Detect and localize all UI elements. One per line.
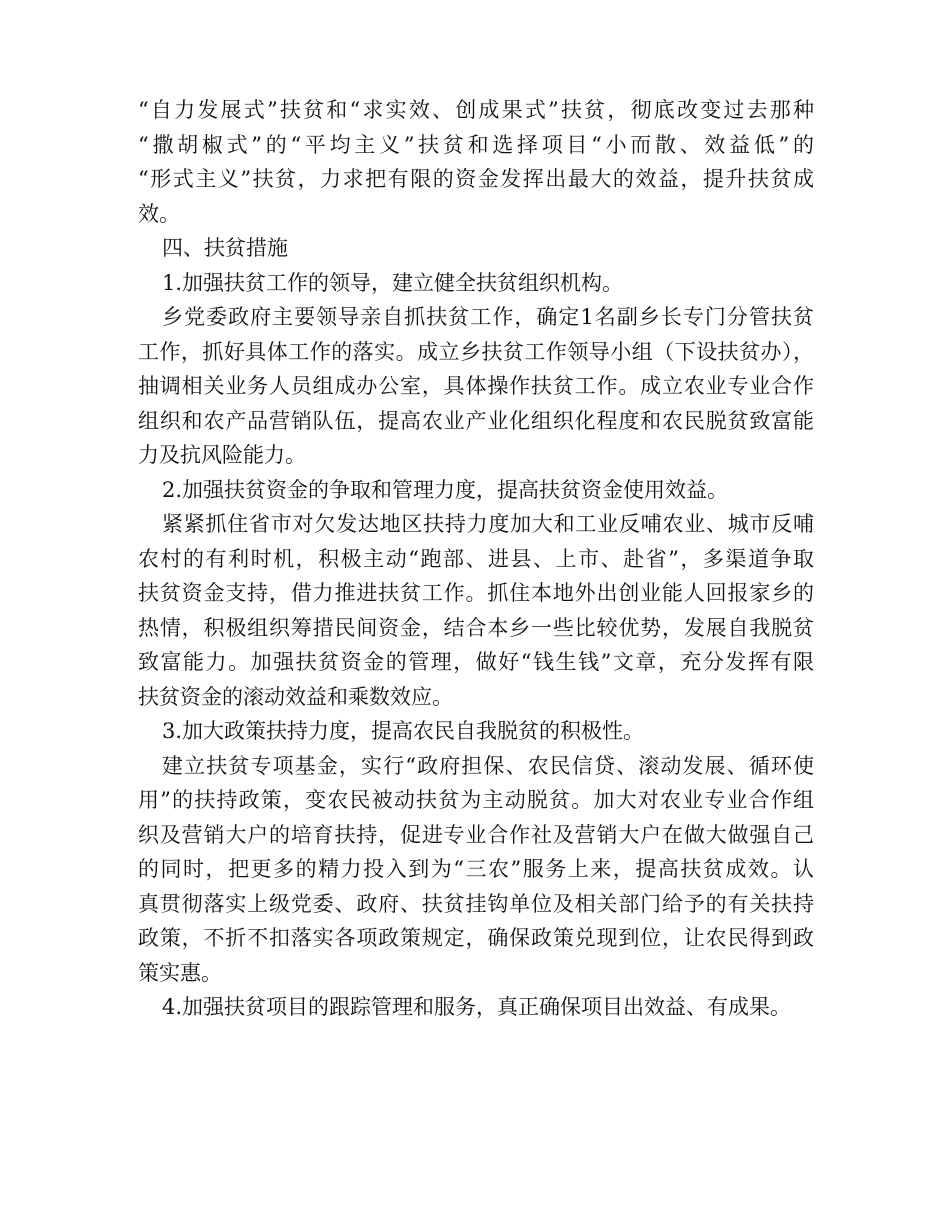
- section-heading: 四、扶贫措施: [162, 236, 288, 260]
- body-text-line: 农村的有利时机，积极主动“跑部、进县、上市、赴省”，多渠道争取: [138, 546, 814, 571]
- body-text-line: “撒胡椒式”的“平均主义”扶贫和选择项目“小而散、效益低”的: [138, 132, 814, 157]
- body-text-line: 真贯彻落实上级党委、政府、扶贫挂钩单位及相关部门给予的有关扶持: [138, 891, 814, 916]
- subsection-heading: 3.加大政策扶持力度，提高农民自我脱贫的积极性。: [162, 719, 645, 743]
- subsection-heading: 4.加强扶贫项目的跟踪管理和服务，真正确保项目出效益、有成果。: [162, 995, 792, 1019]
- body-text-line: 抽调相关业务人员组成办公室，具体操作扶贫工作。成立农业专业合作: [138, 374, 814, 398]
- body-text-line: 乡党委政府主要领导亲自抓扶贫工作，确定1名副乡长专门分管扶贫: [162, 305, 814, 329]
- body-text-line: 用”的扶持政策，变农民被动扶贫为主动脱贫。加大对农业专业合作组: [138, 788, 814, 812]
- body-text-line: 政策，不折不扣落实各项政策规定，确保政策兑现到位，让农民得到政: [138, 926, 814, 950]
- body-text-line: 建立扶贫专项基金，实行“政府担保、农民信贷、滚动发展、循环使: [162, 753, 814, 778]
- body-text-line: 织及营销大户的培育扶持，促进专业合作社及营销大户在做大做强自己: [138, 822, 814, 847]
- body-text-line: 组织和农产品营销队伍，提高农业产业化组织化程度和农民脱贫致富能: [138, 408, 814, 433]
- body-text-line: 热情，积极组织筹措民间资金，结合本乡一些比较优势，发展自我脱贫: [138, 615, 814, 640]
- body-text-line: 力及抗风险能力。: [138, 443, 306, 467]
- body-text-line: 致富能力。加强扶贫资金的管理，做好“钱生钱”文章，充分发挥有限: [138, 650, 814, 674]
- body-text-line: “自力发展式”扶贫和“求实效、创成果式”扶贫，彻底改变过去那种: [138, 98, 814, 122]
- body-text-line: 策实惠。: [138, 960, 222, 985]
- body-text-line: 紧紧抓住省市对欠发达地区扶持力度加大和工业反哺农业、城市反哺: [162, 512, 814, 536]
- document-page: [138, 93, 814, 1025]
- subsection-heading: 2.加强扶贫资金的争取和管理力度，提高扶贫资金使用效益。: [162, 477, 729, 502]
- body-text-line: 效。: [138, 201, 180, 226]
- body-text-line: 的同时，把更多的精力投入到为“三农”服务上来，提高扶贫成效。认: [138, 857, 814, 881]
- subsection-heading: 1.加强扶贫工作的领导，建立健全扶贫组织机构。: [162, 270, 624, 295]
- body-text-line: 扶贫资金支持，借力推进扶贫工作。抓住本地外出创业能人回报家乡的: [138, 581, 814, 605]
- body-text-line: “形式主义”扶贫，力求把有限的资金发挥出最大的效益，提升扶贫成: [138, 167, 814, 191]
- body-text-line: 扶贫资金的滚动效益和乘数效应。: [138, 684, 453, 709]
- body-text-line: 工作，抓好具体工作的落实。成立乡扶贫工作领导小组（下设扶贫办），: [138, 339, 814, 364]
